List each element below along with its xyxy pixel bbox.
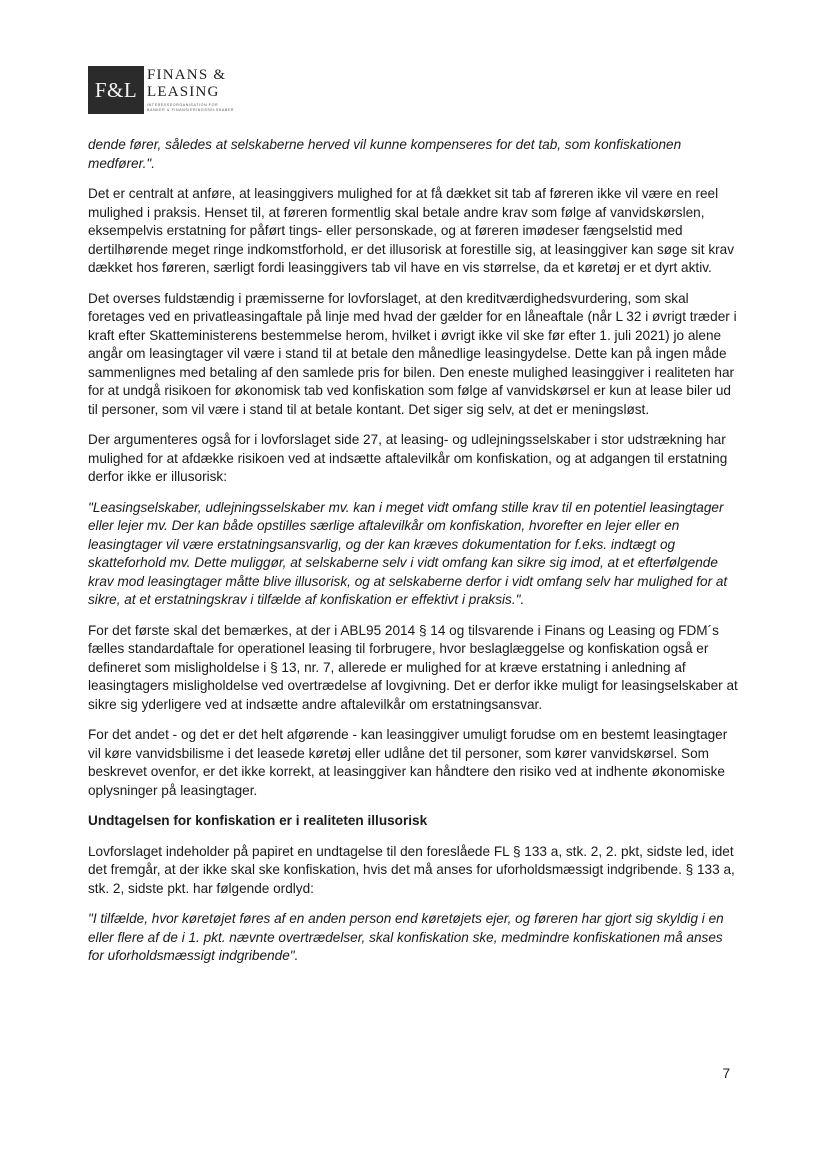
page-number: 7	[722, 1066, 730, 1081]
quote-paragraph: dende fører, således at selskaberne herved vil kunne kompenseres for det tab, som konfiskationen medfører.".	[88, 137, 682, 171]
body-paragraph: For det første skal det bemærkes, at der i ABL95 2014 § 14 og tilsvarende i Finans og Leasing og FDM´s fælles standardaftale for operationel leasing til forbrugere, hvor beslaglæggelse og konfiskation også er defineret som misligholdelse i § 13, nr. 7, allerede er mulighed for at kræve erstatning i anledning af leasingtagers misligholdelse ved overtrædelse af lovgivning. Det er derfor ikke muligt for leasingselskaber at sikre sig yderligere ved at indsætte andre aftalevilkår om erstatningsansvar.	[88, 622, 738, 712]
document-body	[88, 136, 738, 978]
body-paragraph: Der argumenteres også for i lovforslaget side 27, at leasing- og udlejningsselskaber i stor udstrækning har mulighed for at afdække risikoen ved at indsætte aftalevilkår om konfiskation, og at adgangen til erstatning derfor ikke er illusorisk:	[88, 432, 728, 484]
logo-line-leasing: LEASING	[147, 84, 220, 101]
body-paragraph: Det overses fuldstændig i præmisserne for lovforslaget, at den kreditværdighedsvurdering, som skal foretages ved en privatleasingaftale på linje med hvad der gælder for en låneaftale (når L 32 i øvrigt træder i kraft efter Skatteministerens bestemmelse herom, hvilket i øvrigt ikke vil ske før efter 1. juli 2021) jo alene angår om leasingtager vil være i stand til at betale den månedlige leasingydelse. Dette kan på ingen måde sammenlignes med betaling af den samlede pris for bilen. Den eneste mulighed leasinggiver i realiteten har for at undgå risikoen for økonomisk tab ved konfiskation som følge af vanvidskørsel er kun at lease biler ud til personer, som vil være i stand til at betale kontant. Det siger sig selv, at det er meningsløst.	[88, 290, 737, 417]
logo-wordmark	[147, 66, 234, 114]
logo-tagline-2: BANKER & FINANSIERINGSSELSKABER	[147, 107, 235, 112]
logo-tagline-1: INTERESSEORGANISATION FOR	[147, 103, 219, 108]
quote-paragraph: "I tilfælde, hvor køretøjet føres af en anden person end køretøjets ejer, og føreren har gjort sig skyldig i en eller flere af de i 1. pkt. nævnte overtrædelser, skal konfiskation ske, medmindre konfiskationen må anses for uforholdsmæssigt indgribende".	[88, 911, 724, 963]
body-paragraph: For det andet - og det er det helt afgørende - kan leasinggiver umuligt forudse om en bestemt leasingtager vil køre vanvidsbilisme i det leasede køretøj eller udlåne det til personer, som kører vanvidskørsel. Som beskrevet ovenfor, er det ikke korrekt, at leasinggiver kan håndtere den risiko ved at indhente økonomiske oplysninger på leasingtager.	[88, 727, 728, 798]
section-heading: Undtagelsen for konfiskation er i realiteten illusorisk	[88, 813, 428, 828]
logo-line-finans: FINANS &	[147, 67, 227, 84]
quote-paragraph: "Leasingselskaber, udlejningsselskaber mv. kan i meget vidt omfang stille krav til en potentiel leasingtager eller lejer mv. Der kan både opstilles særlige aftalevilkår om konfiskation, hvorefter en lejer eller en leasingtager vil være erstatningsansvarlig, og der kan kræves dokumentation for f.eks. indtægt og skatteforhold mv. Dette muliggør, at selskaberne selv i vidt omfang kan sikre sig imod, at et efterfølgende krav mod leasingtager måtte blive illusorisk, og at selskaberne derfor i vidt omfang selv har mulighed for at sikre, at et erstatningskrav i tilfælde af konfiskation er effektivt i praksis.".	[88, 499, 728, 607]
body-paragraph: Lovforslaget indeholder på papiret en undtagelse til den foreslåede FL § 133 a, stk. 2, 2. pkt, sidste led, idet det fremgår, at der ikke skal ske konfiskation, hvis det må anses for uforholdsmæssigt indgribende. § 133 a, stk. 2, sidste pkt. har følgende ordlyd:	[88, 843, 735, 896]
finans-leasing-logo	[88, 66, 234, 114]
logo-mark: F&L	[88, 66, 144, 114]
body-paragraph: Det er centralt at anføre, at leasinggivers mulighed for at få dækket sit tab af føreren ikke vil være en reel mulighed i praksis. Henset til, at føreren formentlig skal betale andre krav som følge af vanvidskørslen, eksempelvis erstatning for påført tings- eller personskade, og at føreren imødeser fængselstid med dertilhørende meget ringe indkomstforhold, er det illusorisk at forestille sig, at leasinggiver kan søge sit krav dækket hos føreren, særligt fordi leasinggivers tab vil have en vis størrelse, da et køretøj er et dyrt aktiv.	[88, 186, 734, 275]
